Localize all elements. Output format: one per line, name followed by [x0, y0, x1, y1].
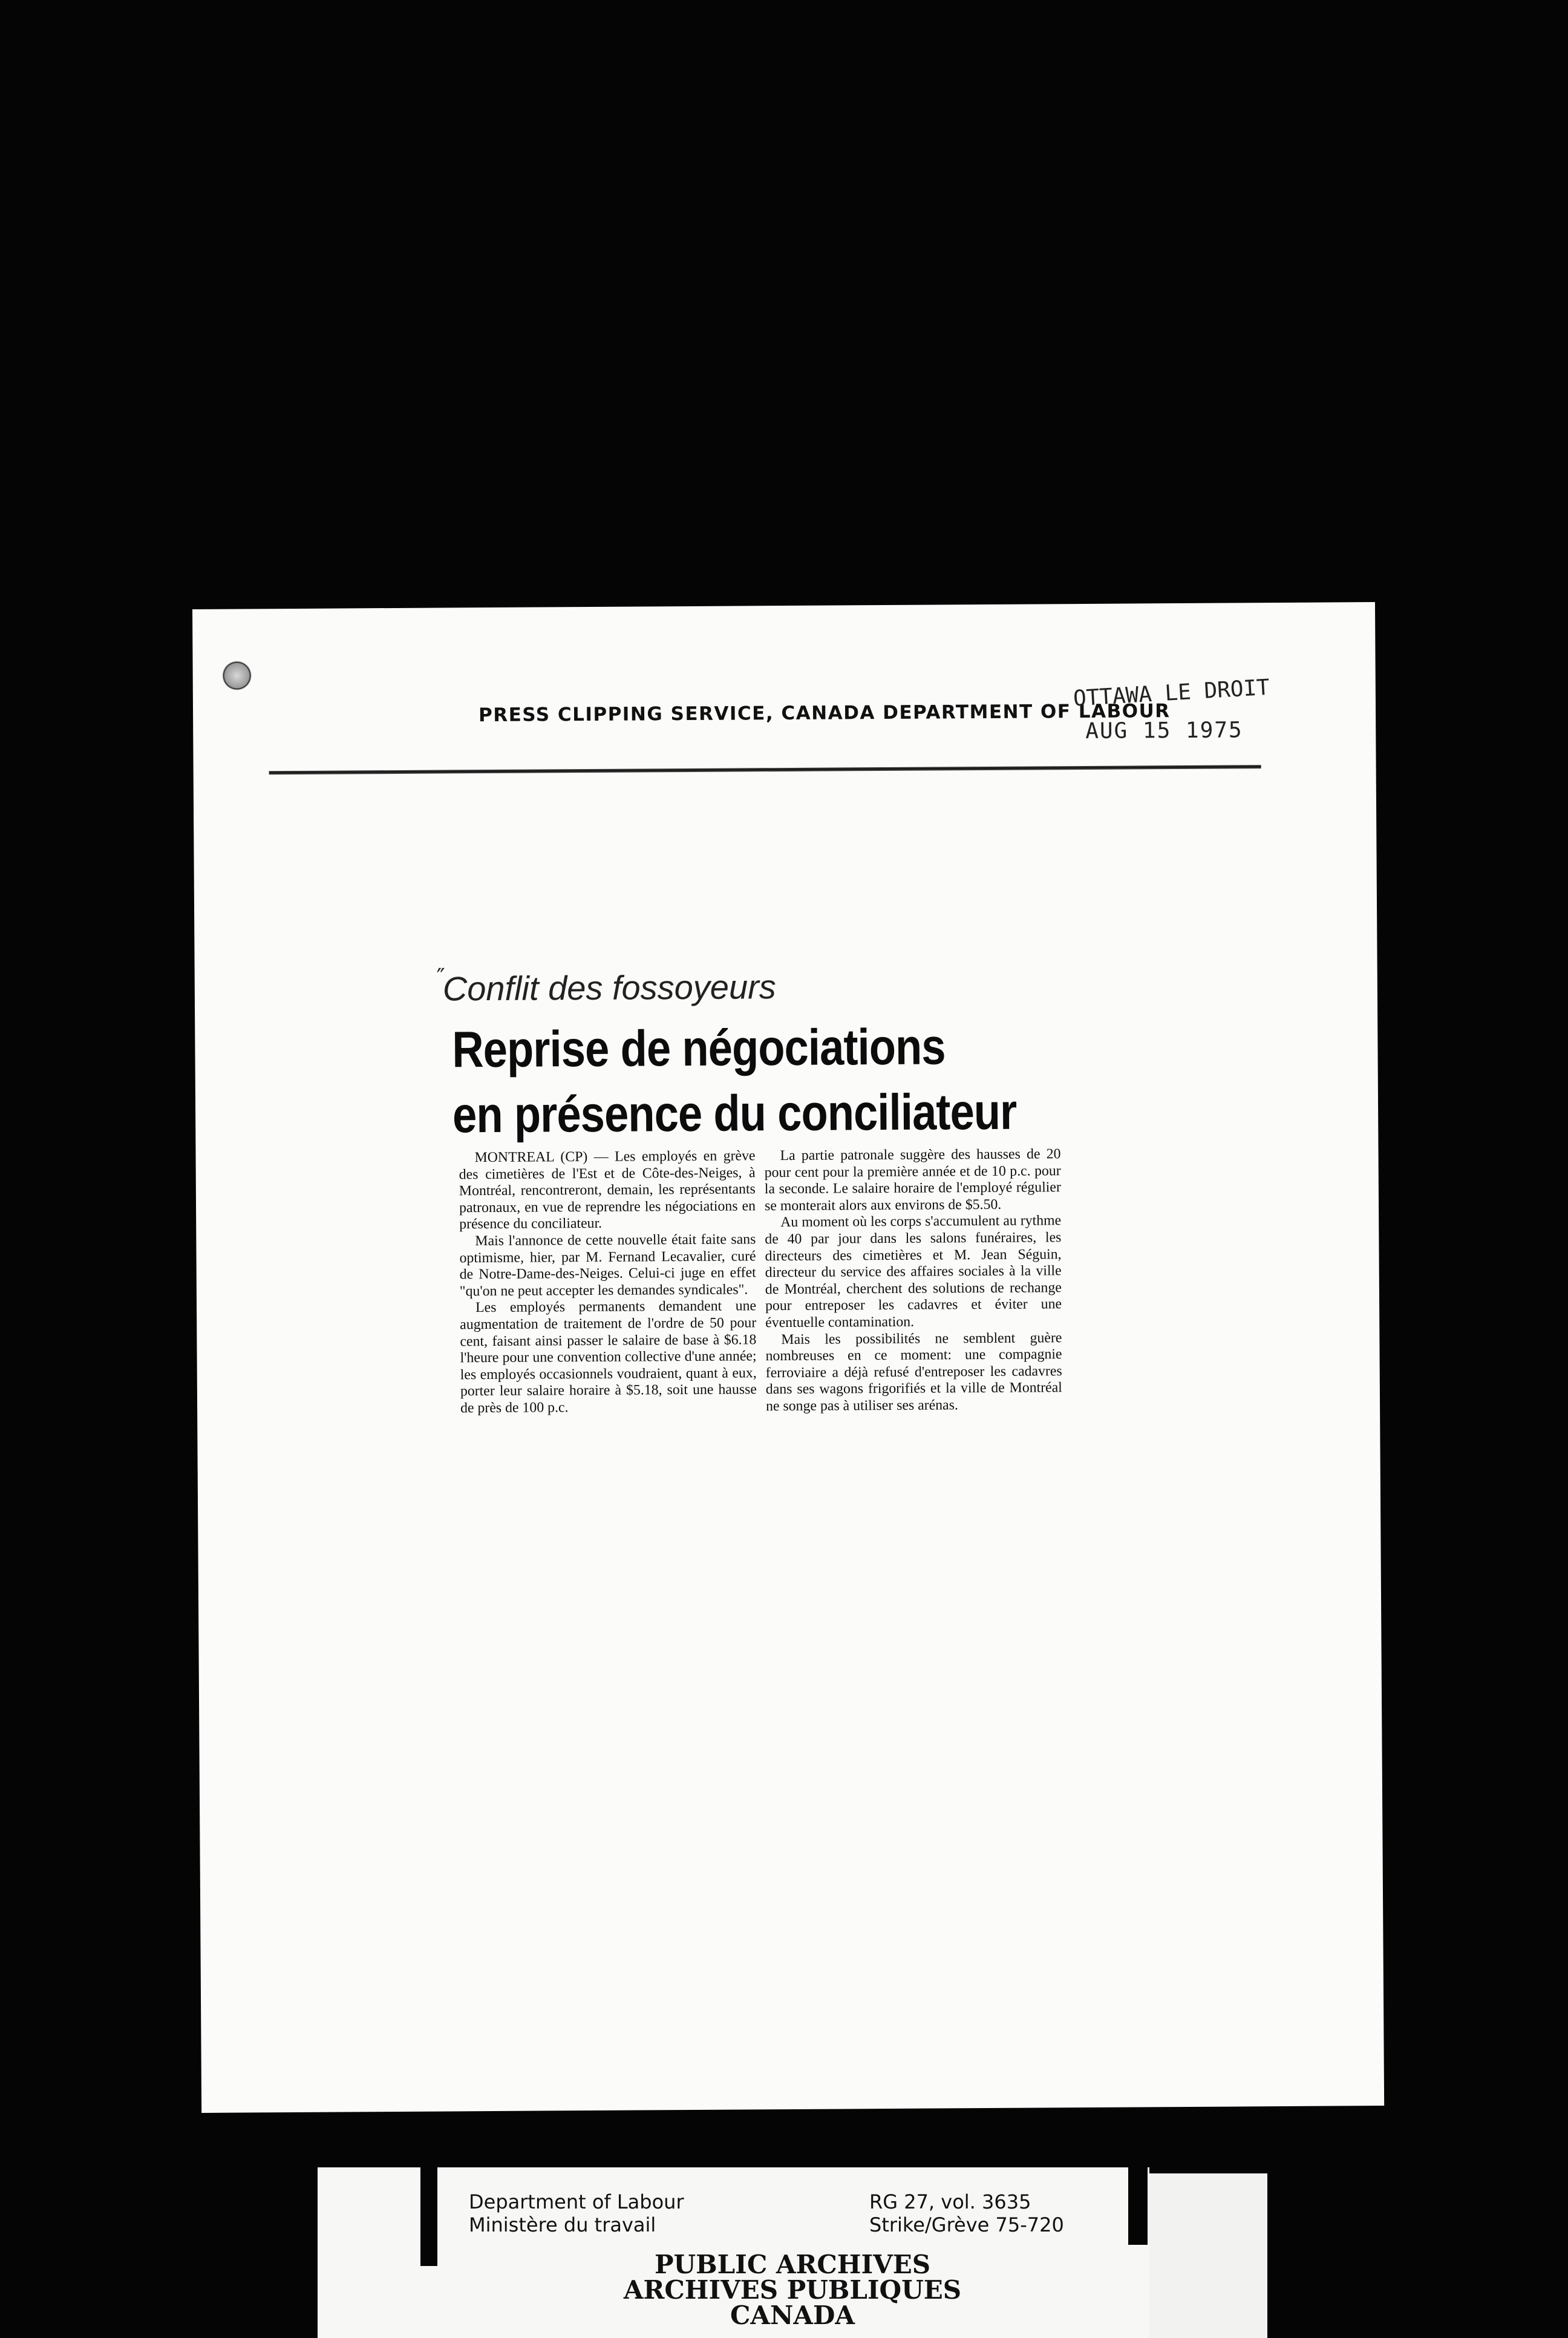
label-dept-en: Department of Labour [469, 2190, 684, 2213]
article-headline [452, 1013, 1017, 1148]
paragraph: Mais les possibilités ne semblent guère nombreuses en ce moment: une compagnie ferroviaire a déjà refusé d'entreposer les cadavres dans ses wagons frigorifiés et la ville de Montréal ne songe pas à utiliser ses arénas. [765, 1329, 1062, 1415]
article-column-1 [459, 1148, 757, 1416]
public-archives-stamp [599, 2252, 986, 2328]
label-slot-left [420, 2166, 437, 2266]
archives-line-2: ARCHIVES PUBLIQUES [623, 2275, 962, 2305]
article-column-2 [764, 1146, 1062, 1415]
press-clipping-header: PRESS CLIPPING SERVICE, CANADA DEPARTMENT OF LABOUR [478, 700, 1171, 727]
paragraph: Au moment où les corps s'accumulent au rythme de 40 par jour dans les salons funéraires, les directeurs des cimetières et M. Jean Séguin, directeur du service des affaires sociales à la ville de Montréal, cherchent des solutions de rechange pour entreposer les cadavres et éviter une éventuelle contamination. [765, 1213, 1062, 1331]
binder-hole [221, 660, 253, 691]
label-tab-right [1149, 2173, 1267, 2338]
clipping-sheet [192, 602, 1384, 2113]
headline-line-1: Reprise de négociations [452, 1018, 946, 1078]
paragraph: Mais l'annonce de cette nouvelle était faite sans optimisme, hier, par M. Fernand Lecavalier, curé de Notre-Dame-des-Neiges. Celui-ci juge en effet "qu'on ne peut accepter les demandes syndicales". [459, 1231, 756, 1300]
pen-mark-icon: ″ [436, 963, 446, 991]
archives-line-1: PUBLIC ARCHIVES [654, 2250, 931, 2279]
label-file-number: Strike/Grève 75-720 [869, 2213, 1064, 2236]
label-slot-right [1128, 2166, 1148, 2245]
label-dept-fr: Ministère du travail [469, 2213, 656, 2236]
label-reference: RG 27, vol. 3635 [869, 2190, 1031, 2213]
paragraph: MONTREAL (CP) — Les employés en grève des cimetières de l'Est et de Côte-des-Neiges, à Montréal, rencontreront, demain, les représentants patronaux, en vue de reprendre les négociations en présence du conciliateur. [459, 1148, 756, 1233]
date-stamp: AUG 15 1975 [1085, 718, 1243, 744]
paragraph: Les employés permanents demandent une augmentation de traitement de l'ordre de 50 pour cent, faisant ainsi passer le salaire de base à $6.18 l'heure pour une convention collective d'une année; les employés occasionnels voudraient, quant à eux, porter leur salaire horaire à $5.18, soit une hausse de près de 100 p.c. [460, 1298, 757, 1416]
paragraph: La partie patronale suggère des hausses de 20 pour cent pour la première année et de 10 p.c. pour la seconde. Le salaire horaire de l'employé régulier se monterait alors aux environs de $5.50. [764, 1146, 1061, 1214]
archives-line-3: CANADA [730, 2300, 855, 2330]
headline-line-2: en présence du conciliateur [452, 1082, 1017, 1144]
header-rule [269, 765, 1261, 774]
article-kicker: Conflit des fossoyeurs [442, 968, 776, 1008]
source-stamp: OTTAWA LE DROIT [1072, 675, 1270, 712]
